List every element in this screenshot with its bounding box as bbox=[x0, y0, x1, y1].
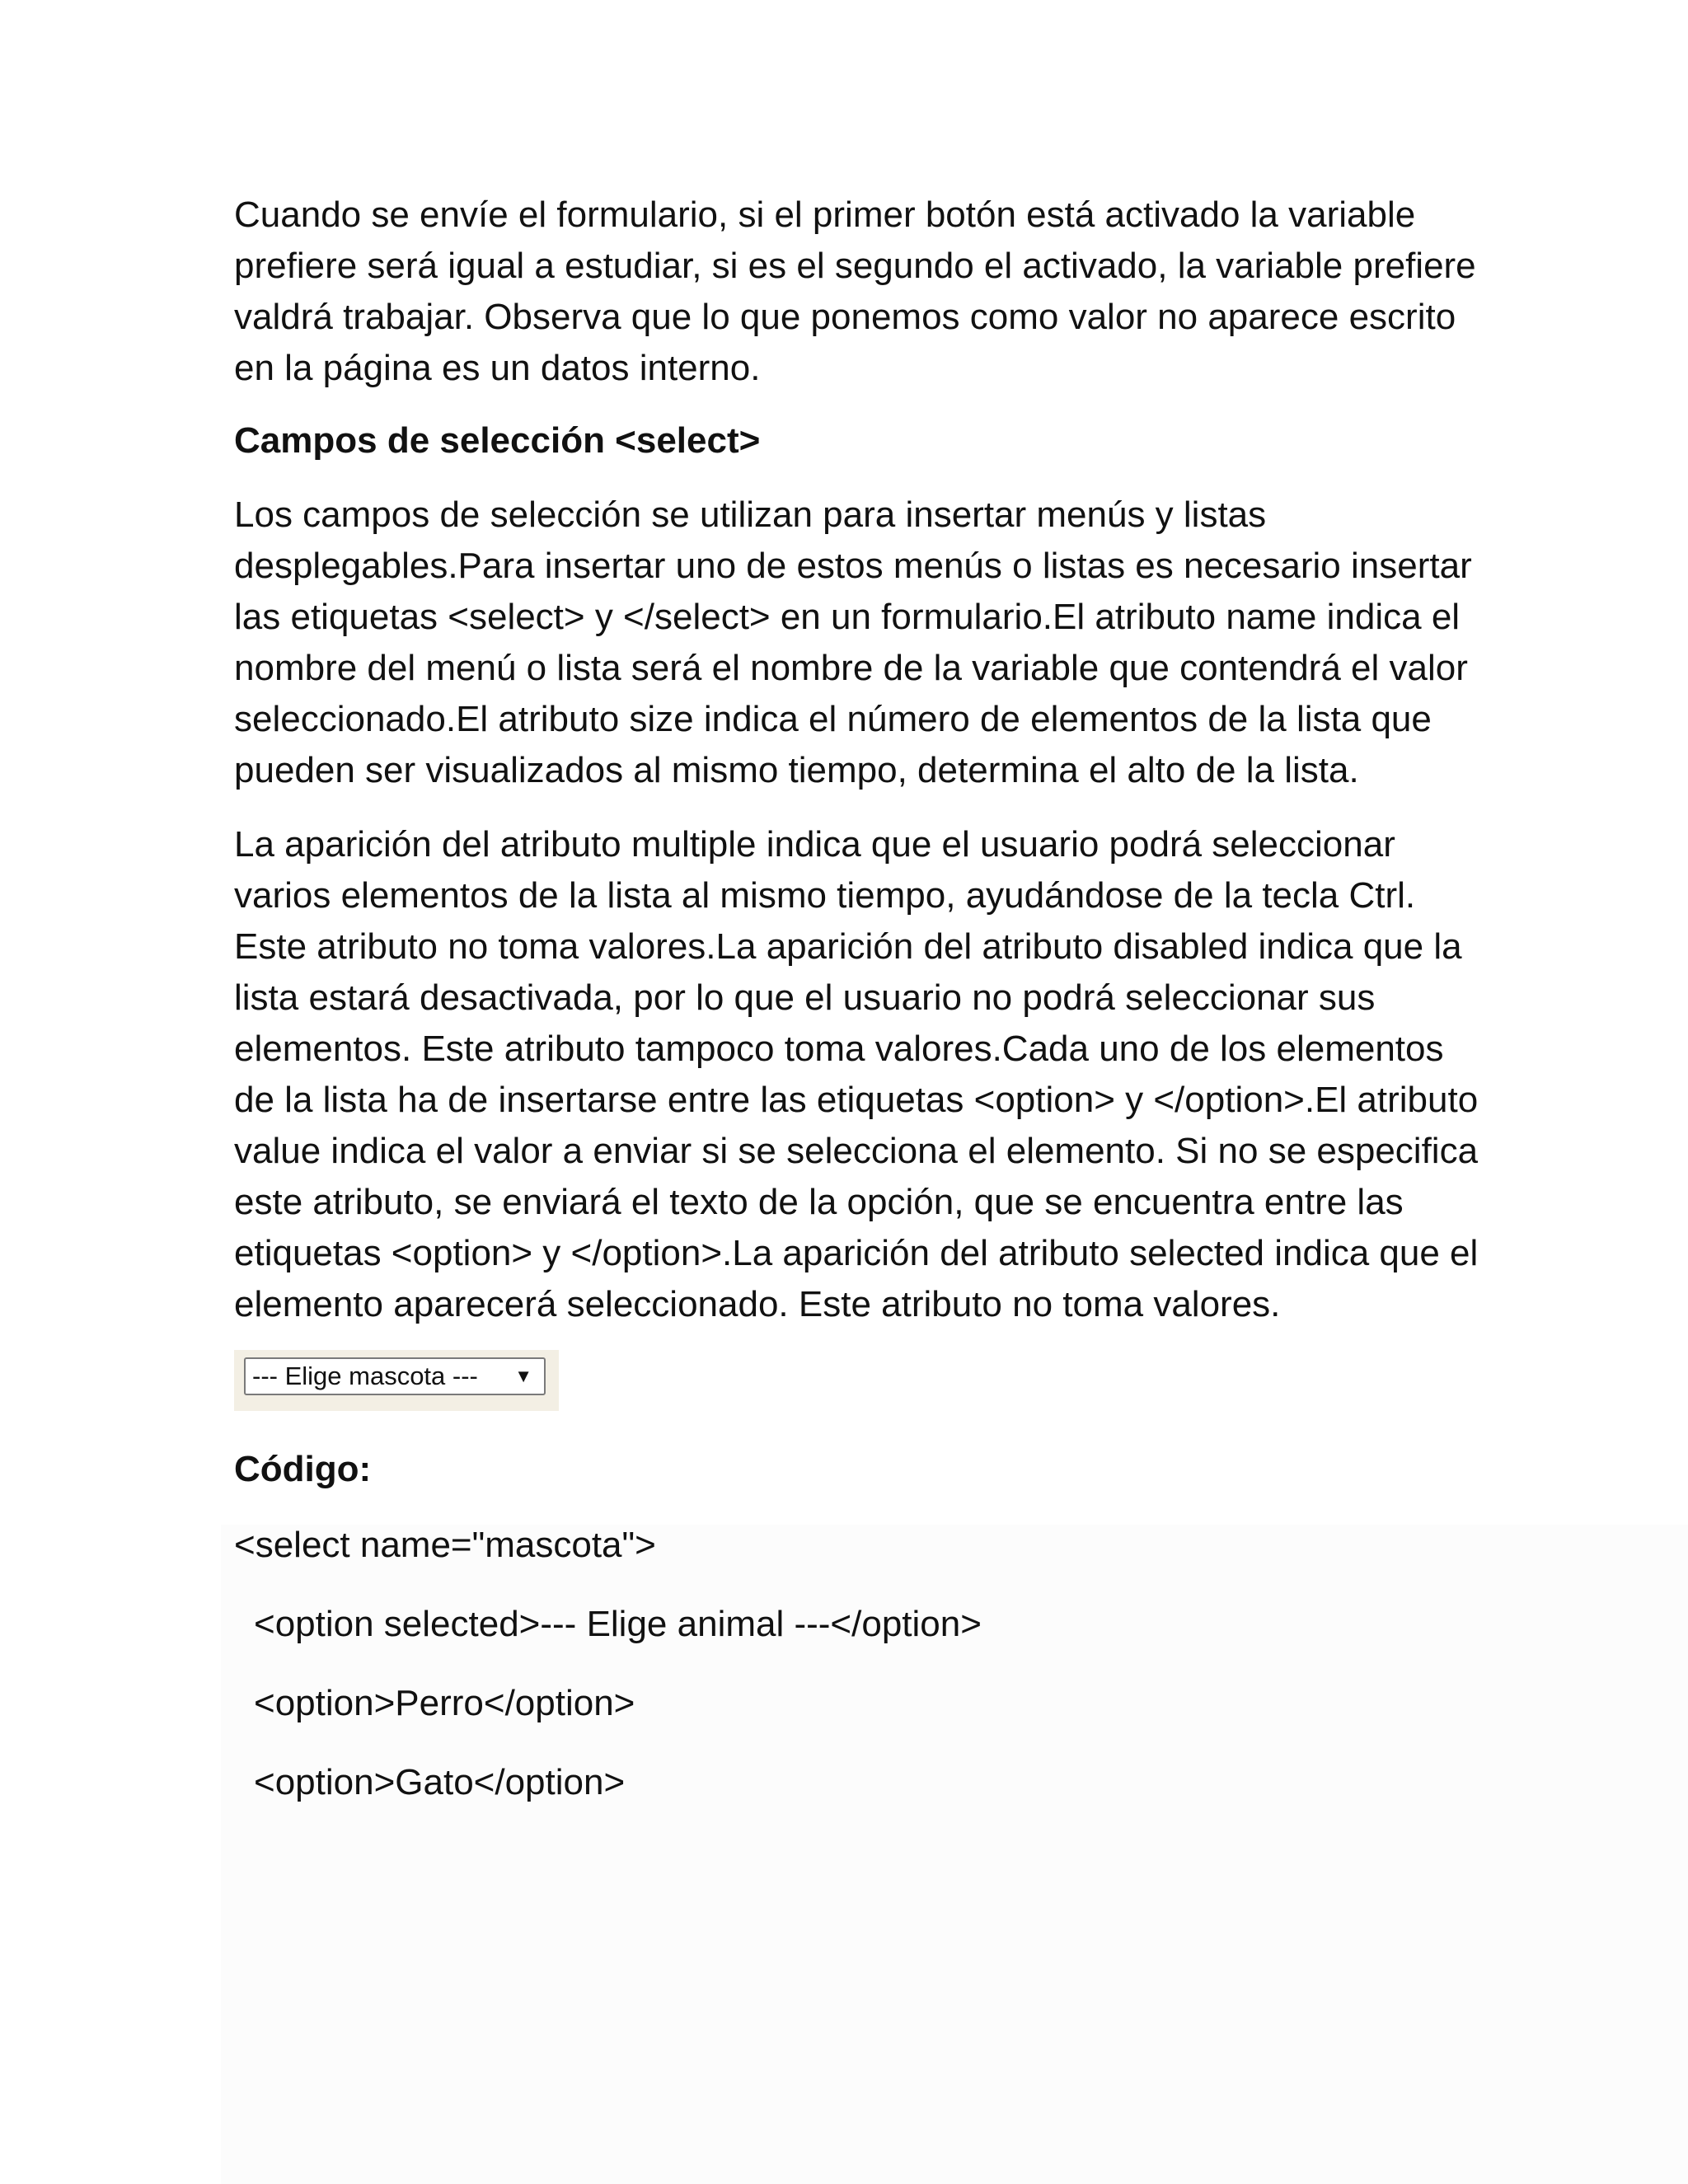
code-line: <select name="mascota"> bbox=[234, 1525, 656, 1565]
code-heading: Código: bbox=[234, 1449, 372, 1489]
mascota-select[interactable] bbox=[244, 1357, 546, 1395]
document-content bbox=[234, 190, 1487, 1836]
code-line: <option selected>--- Elige animal ---</option> bbox=[254, 1604, 982, 1644]
paragraph-select-description: Los campos de selección se utilizan para insertar menús y listas desplegables.Para insertar uno de estos menús o listas es necesario insertar las etiquetas <select> y </select> en un formulario.El atributo name indica el nombre del menú o lista será el nombre de la variable que contendrá el valor seleccionado.El atributo size indica el número de elementos de la lista que pueden ser visualizados al mismo tiempo, determina el alto de la lista. bbox=[234, 494, 1472, 790]
triangle-down-icon: ▼ bbox=[514, 1366, 532, 1386]
paragraph-radio-explanation: Cuando se envíe el formulario, si el primer botón está activado la variable prefiere será igual a estudiar, si es el segundo el activado, la variable prefiere valdrá trabajar. Observa que lo que ponemos como valor no aparece escrito en la página es un datos interno. bbox=[234, 194, 1476, 388]
code-line: <option>Gato</option> bbox=[254, 1762, 626, 1802]
code-line: <option>Perro</option> bbox=[254, 1683, 635, 1723]
code-listing bbox=[234, 1520, 1487, 1808]
paragraph-select-attributes: La aparición del atributo multiple indica que el usuario podrá seleccionar varios elementos de la lista al mismo tiempo, ayudándose de la tecla Ctrl. Este atributo no toma valores.La aparición del atributo disabled indica que la lista estará desactivada, por lo que el usuario no podrá seleccionar sus elementos. Este atributo tampoco toma valores.Cada uno de los elementos de la lista ha de insertarse entre las etiquetas <option> y </option>.El atributo value indica el valor a enviar si se selecciona el elemento. Si no se especifica este atributo, se enviará el texto de la opción, que se encuentra entre las etiquetas <option> y </option>.La aparición del atributo selected indica que el elemento aparecerá seleccionado. Este atributo no toma valores. bbox=[234, 824, 1479, 1324]
example-select-screenshot bbox=[234, 1350, 559, 1411]
section-heading-select: Campos de selección <select> bbox=[234, 420, 761, 461]
mascota-select-value: --- Elige mascota --- bbox=[252, 1361, 478, 1390]
